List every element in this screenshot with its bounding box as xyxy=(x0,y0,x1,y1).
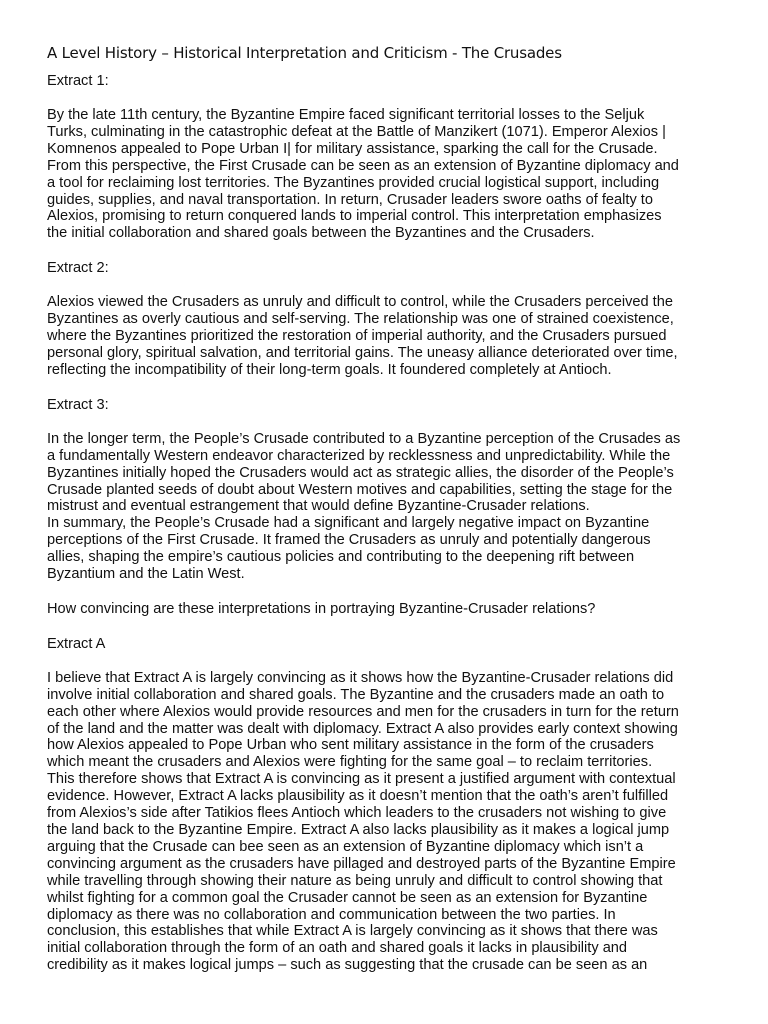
extract-1-text: By the late 11th century, the Byzantine Empire faced significant territorial losses to the Seljuk Turks, culminating in the catastrophic defeat at the Battle of Manzikert (1071). Emperor Alexios | Komnenos appealed to Pope Urban I| for military assistance, sparking the call for the Crusade. From this perspective, the First Crusade can be seen as an extension of Byzantine diplomacy and a tool for reclaiming lost territories. The Byzantines provided crucial logistical support, including guides, supplies, and naval transportation. In return, Crusader leaders swore oaths of fealty to Alexios, promising to return conquered lands to imperial control. This interpretation emphasizes the initial collaboration and shared goals between the Byzantines and the Crusaders. xyxy=(47,107,679,242)
extract-1-label: Extract 1: xyxy=(47,73,109,89)
extract-2-label: Extract 2: xyxy=(47,260,109,277)
extract-3-text: In the longer term, the People’s Crusade contributed to a Byzantine perception of the Crusades as a fundamentally Western endeavor characterized by recklessness and unpredictability. While the Byzantines initially hoped the Crusaders would act as strategic allies, the disorder of the People’s Crusade planted seeds of doubt about Western motives and capabilities, setting the stage for the mistrust and eventual estrangement that would define Byzantine-Crusader relations. In summary, the People’s Crusade had a significant and largely negative impact on Byzantine perceptions of the First Crusade. It framed the Crusaders as unruly and potentially dangerous allies, shaping the empire’s cautious policies and contributing to the deepening rift between Byzantium and the Latin West. xyxy=(47,430,681,583)
answer-label: Extract A xyxy=(47,635,106,652)
extract-2-text: Alexios viewed the Crusaders as unruly and difficult to control, while the Crusaders perceived the Byzantines as overly cautious and self-serving. The relationship was one of strained coexistence, where the Byzantines prioritized the restoration of imperial authority, and the Crusaders pursued personal glory, spiritual salvation, and territorial gains. The uneasy alliance deteriorated over time, reflecting the incompatibility of their long-term goals. It foundered completely at Antioch. xyxy=(47,294,678,378)
extract-3-label: Extract 3: xyxy=(47,396,109,413)
document-title: A Level History – Historical Interpretation and Criticism - The Crusades xyxy=(47,44,562,62)
answer-text: I believe that Extract A is largely convincing as it shows how the Byzantine-Crusader relations did involve initial collaboration and shared goals. The Byzantine and the crusaders made an oath to each other where Alexios would provide resources and men for the crusaders in turn for the return of the land and the matter was dealt with diplomacy. Extract A also provides early context showing how Alexios appealed to Pope Urban who sent military assistance in the form of the crusaders which meant the crusaders and Alexios were fighting for the same goal – to reclaim territories. This therefore shows that Extract A is convincing as it present a justified argument with contextual evidence. However, Extract A lacks plausibility as it doesn’t mention that the oath’s aren’t fulfilled from Alexios’s side after Tatikios flees Antioch which leaders to the crusaders not wishing to give the land back to the Byzantine Empire. Extract A also lacks plausibility as it makes a logical jump arguing that the Crusade can bee seen as an extension of Byzantine diplomacy which isn’t a convincing argument as the crusaders have pillaged and destroyed parts of the Byzantine Empire while travelling through showing their nature as being unruly and difficult to control showing that whilst fighting for a common goal the Crusader cannot be seen as an extension for Byzantine diplomacy as there was no collaboration and communication between the two parties. In conclusion, this establishes that while Extract A is largely convincing as it shows that there was initial collaboration through the form of an oath and shared goals it lacks in plausibility and credibility as it makes logical jumps – such as suggesting that the crusade can be seen as an xyxy=(47,669,679,974)
document-page xyxy=(47,42,727,974)
essay-question: How convincing are these interpretations in portraying Byzantine-Crusader relations? xyxy=(47,600,596,617)
